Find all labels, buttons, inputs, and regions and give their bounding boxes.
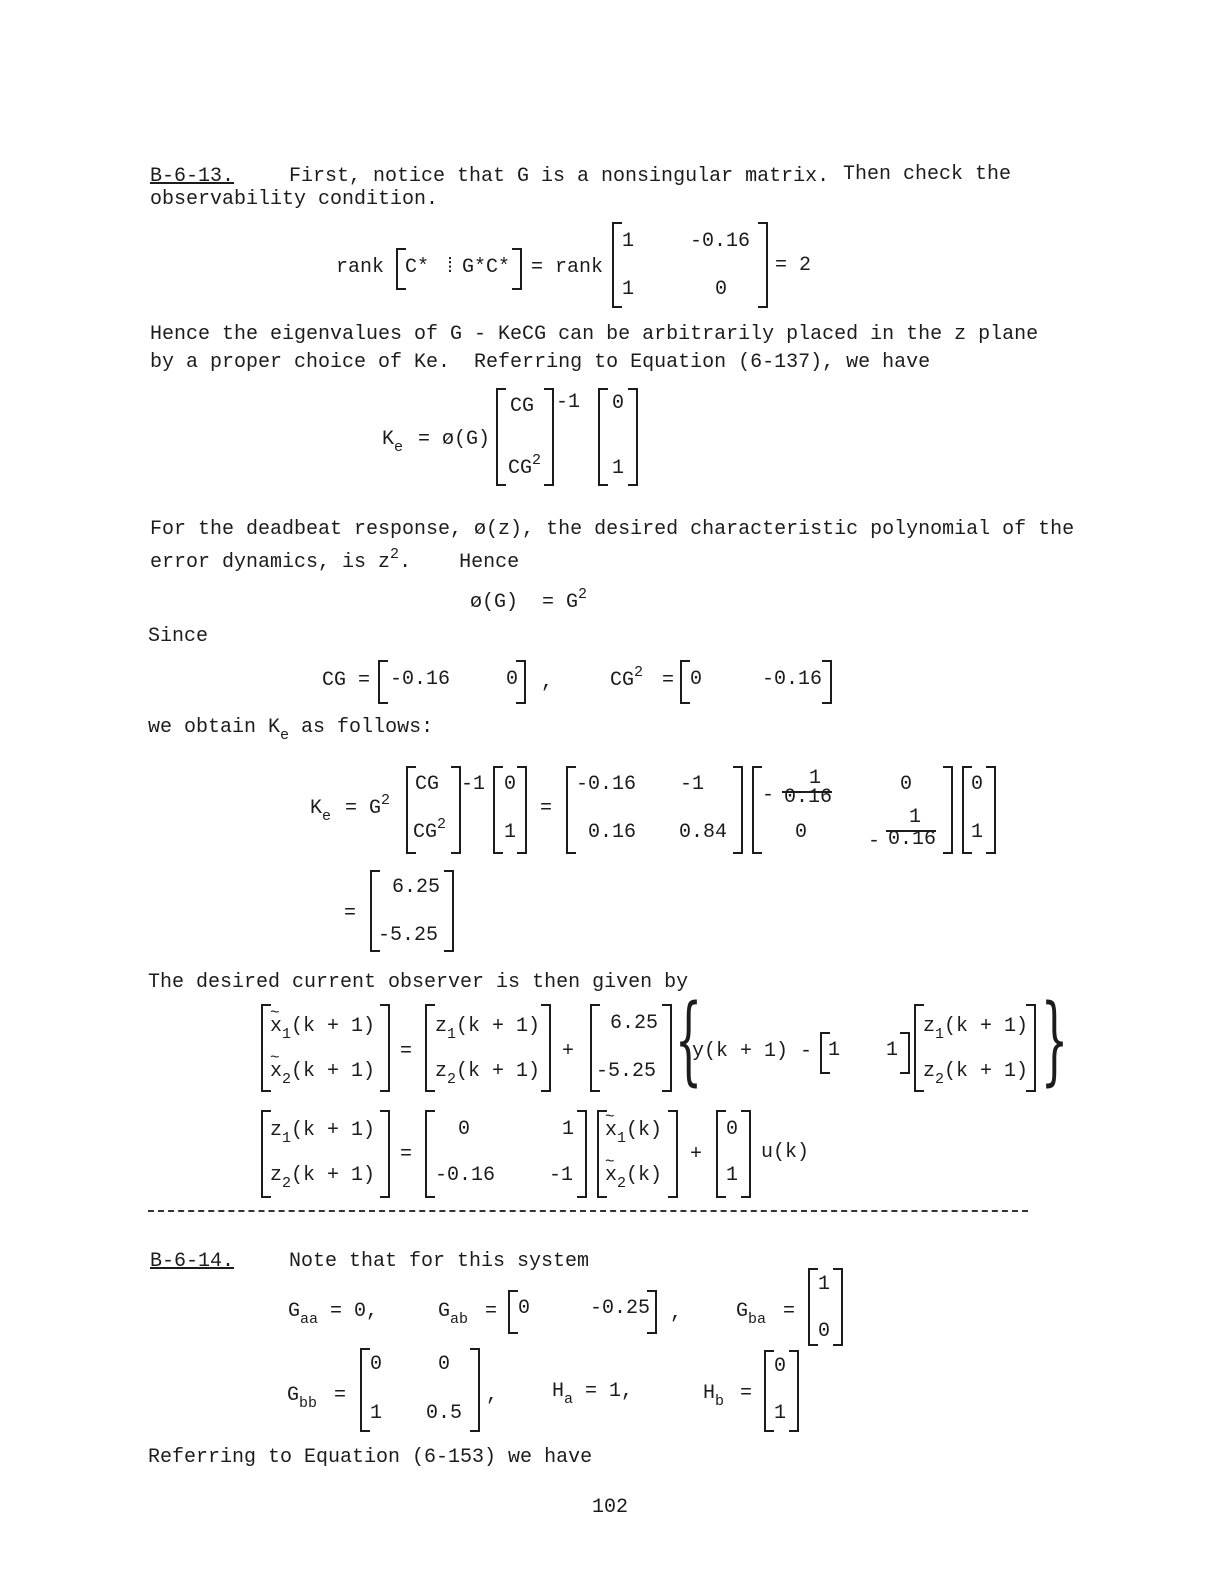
big-m1-bracket-right xyxy=(451,766,461,854)
rank-separator: ⁞ xyxy=(444,256,457,279)
obs2-m22: -1 xyxy=(549,1164,574,1187)
rank-matrix-bracket-left xyxy=(612,222,622,308)
big-m3-bracket-left xyxy=(752,766,762,854)
result-equals: = xyxy=(344,902,357,925)
big-m1-cg2: $CG^2$ xyxy=(413,816,447,844)
hb-equals: = xyxy=(740,1382,753,1405)
big-m1-inverse: -1 xyxy=(461,773,486,796)
observer-text: The desired current observer is then given by xyxy=(148,971,689,994)
big-m3-frac2-num: 1 xyxy=(908,806,921,829)
big-m2-22: 0.84 xyxy=(679,821,728,844)
ke-vec-bracket-right xyxy=(628,388,638,486)
hb-val-1: 1 xyxy=(774,1402,787,1425)
obs1-x2: ~ $x_2(k + 1)$ xyxy=(270,1061,375,1083)
obs1-xvec-bracket-right xyxy=(380,1004,390,1092)
obs2-xvec-bracket-right xyxy=(668,1110,678,1198)
page-number: 102 xyxy=(592,1496,629,1519)
gab-bracket-left xyxy=(508,1290,518,1334)
deadbeat-line-2: error dynamics, is $z^2$. Hence xyxy=(150,546,520,574)
big-m2-12: -1 xyxy=(680,773,705,796)
gab-bracket-right xyxy=(647,1290,657,1334)
result-1: -5.25 xyxy=(378,924,439,947)
phi-g-equation: ø(G) = $G^2$ xyxy=(470,586,588,614)
cg2-equals: = xyxy=(662,669,675,692)
big-m3-minus-1: - xyxy=(762,784,775,807)
big-m3-minus-2: - xyxy=(868,830,881,853)
obs2-u-bracket-right xyxy=(741,1110,751,1198)
gbb-21: 1 xyxy=(370,1402,383,1425)
ke-vec-1: 1 xyxy=(612,457,625,480)
obs1-gain-bracket-right xyxy=(662,1004,672,1092)
obs2-u-bracket-left xyxy=(716,1110,726,1198)
big-v1-1: 1 xyxy=(504,821,517,844)
gbb-22: 0.5 xyxy=(426,1402,463,1425)
obs1-gain-0: 6.25 xyxy=(610,1012,659,1035)
rank-m22: 0 xyxy=(715,278,728,301)
result-bracket-right xyxy=(444,870,454,952)
obs2-m-bracket-right xyxy=(577,1110,587,1198)
obs2-plus: + xyxy=(690,1143,703,1166)
cg-comma: , xyxy=(541,671,554,694)
gab-lhs: $G_{ab}$ xyxy=(438,1300,469,1328)
obs2-m21: -0.16 xyxy=(435,1164,496,1187)
cg2-val-0: 0 xyxy=(690,668,703,691)
gbb-11: 0 xyxy=(370,1353,383,1376)
ke-lhs: $K_e$ xyxy=(382,428,404,456)
gab-val-0: 0 xyxy=(518,1297,531,1320)
deadbeat-line-1: For the deadbeat response, ø(z), the desired characteristic polynomial of the xyxy=(150,518,1075,541)
hb-bracket-right xyxy=(789,1350,799,1432)
hb-val-0: 0 xyxy=(774,1355,787,1378)
obs2-x2: ~ $x_2(k)$ xyxy=(605,1165,662,1187)
obs1-gain-1: -5.25 xyxy=(596,1060,657,1083)
cg-lhs: CG = xyxy=(322,669,371,692)
obs2-zvec-bracket-right xyxy=(380,1110,390,1198)
hb-bracket-left xyxy=(764,1350,774,1432)
obs1-row-1: 1 xyxy=(886,1039,899,1062)
gbb-equals: = xyxy=(334,1384,347,1407)
b614-intro: Note that for this system xyxy=(289,1250,590,1273)
big-m2-11: -0.16 xyxy=(576,773,637,796)
big-m3-frac1-den: 0.16 xyxy=(784,786,833,809)
big-m3-frac1-num: 1 xyxy=(808,767,821,790)
big-v2-bracket-right xyxy=(986,766,996,854)
ke-inverse: -1 xyxy=(556,391,581,414)
cg2-bracket-right xyxy=(822,660,832,704)
ke-vec-0: 0 xyxy=(612,392,625,415)
gbb-comma: , xyxy=(486,1384,499,1407)
rank-g-star-c-star: G*C* xyxy=(462,256,511,279)
obs1-zvec2-bracket-right xyxy=(1026,1004,1036,1092)
ke-phi-g: = ø(G) xyxy=(418,428,491,451)
rank-c-star: C* xyxy=(405,256,430,279)
rank-result: = 2 xyxy=(775,254,812,277)
obs1-row-bracket-right xyxy=(900,1032,910,1074)
obs1-equals: = xyxy=(400,1040,413,1063)
big-m2-bracket-right xyxy=(733,766,743,854)
since-text: Since xyxy=(148,625,209,648)
ke-matrix-bracket-left xyxy=(496,388,506,486)
gba-equals: = xyxy=(783,1300,796,1323)
obs2-x1: ~ $x_1(k)$ xyxy=(605,1120,662,1142)
rank-m11: 1 xyxy=(622,230,635,253)
cg2-bracket-left xyxy=(680,660,690,704)
big-v1-0: 0 xyxy=(504,773,517,796)
obs1-zvec-bracket-left xyxy=(425,1004,435,1092)
hence-line-1: Hence the eigenvalues of G - KeCG can be arbitrarily placed in the z plane xyxy=(150,323,1039,346)
ke-m-cg2: $CG^2$ xyxy=(508,452,542,480)
hence-line-2: by a proper choice of Ke. Referring to Equation (6-137), we have xyxy=(150,351,931,374)
intro-line-1: First, notice that G is a nonsingular matrix. xyxy=(289,165,830,188)
big-equals: = xyxy=(540,797,553,820)
cg-val-0: -0.16 xyxy=(390,668,451,691)
obs1-z2: $z_2(k + 1)$ xyxy=(435,1060,541,1088)
rank-bracket-right xyxy=(512,248,522,290)
big-v1-bracket-right xyxy=(517,766,527,854)
big-m3-frac2-den: 0.16 xyxy=(888,828,937,851)
obs1-zz2: $z_2(k + 1)$ xyxy=(923,1060,1029,1088)
referring-text: Referring to Equation (6-153) we have xyxy=(148,1446,593,1469)
rank-matrix-bracket-right xyxy=(758,222,768,308)
result-0: 6.25 xyxy=(392,876,441,899)
hb-lhs: $H_b$ xyxy=(703,1382,725,1410)
cg-bracket-left xyxy=(378,660,388,704)
obs1-left-brace: { xyxy=(674,984,703,1096)
gba-val-1: 0 xyxy=(818,1320,831,1343)
big-m3-bracket-right xyxy=(943,766,953,854)
obtain-text: we obtain $K_e$ as follows: xyxy=(148,716,434,744)
gbb-bracket-left xyxy=(360,1348,370,1432)
cg2-val-1: -0.16 xyxy=(762,668,823,691)
obs1-right-brace: } xyxy=(1040,984,1069,1096)
section-divider xyxy=(148,1210,1028,1212)
rank-m21: 1 xyxy=(622,278,635,301)
gbb-lhs: $G_{bb}$ xyxy=(287,1384,318,1412)
gba-bracket-left xyxy=(808,1268,818,1346)
obs2-z2: $z_2(k + 1)$ xyxy=(270,1164,376,1192)
gbb-12: 0 xyxy=(438,1353,451,1376)
cg-val-1: 0 xyxy=(506,668,519,691)
obs2-m-bracket-left xyxy=(425,1110,435,1198)
big-v1-bracket-left xyxy=(493,766,503,854)
big-m2-21: 0.16 xyxy=(588,821,637,844)
gab-val-1: -0.25 xyxy=(590,1297,651,1320)
obs2-u-0: 0 xyxy=(726,1118,739,1141)
big-m2-bracket-left xyxy=(566,766,576,854)
obs1-y-term: y(k + 1) - xyxy=(692,1040,813,1063)
obs1-plus: + xyxy=(562,1040,575,1063)
cg-bracket-right xyxy=(516,660,526,704)
obs2-u-term: u(k) xyxy=(761,1141,810,1164)
gab-equals: = xyxy=(485,1300,498,1323)
obs2-m11: 0 xyxy=(458,1118,471,1141)
intro-line-2: Then check the xyxy=(843,163,1012,186)
big-m1-cg: CG xyxy=(415,773,440,796)
obs1-row-0: 1 xyxy=(828,1039,841,1062)
big-v2-0: 0 xyxy=(971,773,984,796)
big-m3-12: 0 xyxy=(900,773,913,796)
gba-bracket-right xyxy=(833,1268,843,1346)
rank-equals: = rank xyxy=(531,256,604,279)
cg2-lhs: $CG^2$ xyxy=(610,664,644,692)
gbb-bracket-right xyxy=(470,1348,480,1432)
rank-m12: -0.16 xyxy=(690,230,751,253)
problem-label-b-6-13: B-6-13. xyxy=(150,165,235,188)
big-ke-g2: = $G^2$ xyxy=(345,792,391,820)
gba-lhs: $G_{ba}$ xyxy=(736,1300,767,1328)
obs2-z1: $z_1(k + 1)$ xyxy=(270,1119,376,1147)
ke-vec-bracket-left xyxy=(598,388,608,486)
gaa-expr: $G_{aa} = 0$, xyxy=(288,1300,379,1328)
gab-comma: , xyxy=(670,1302,683,1325)
obs1-x1: ~ $x_1(k + 1)$ xyxy=(270,1016,375,1038)
obs2-equals: = xyxy=(400,1143,413,1166)
gba-val-0: 1 xyxy=(818,1273,831,1296)
ke-m-cg: CG xyxy=(510,395,535,418)
obs1-zvec-bracket-right xyxy=(541,1004,551,1092)
big-m3-21: 0 xyxy=(795,821,808,844)
problem-label-b-6-14: B-6-14. xyxy=(150,1250,235,1273)
big-v2-1: 1 xyxy=(971,821,984,844)
big-ke-lhs: $K_e$ xyxy=(310,797,332,825)
intro-line-3: observability condition. xyxy=(150,188,439,211)
obs2-m12: 1 xyxy=(562,1118,575,1141)
obs1-zz1: $z_1(k + 1)$ xyxy=(923,1015,1029,1043)
obs2-u-1: 1 xyxy=(726,1164,739,1187)
obs1-z1: $z_1(k + 1)$ xyxy=(435,1015,541,1043)
ke-matrix-bracket-right xyxy=(544,388,554,486)
rank-label: rank xyxy=(336,256,385,279)
ha-expr: $H_a = 1$, xyxy=(552,1380,634,1408)
